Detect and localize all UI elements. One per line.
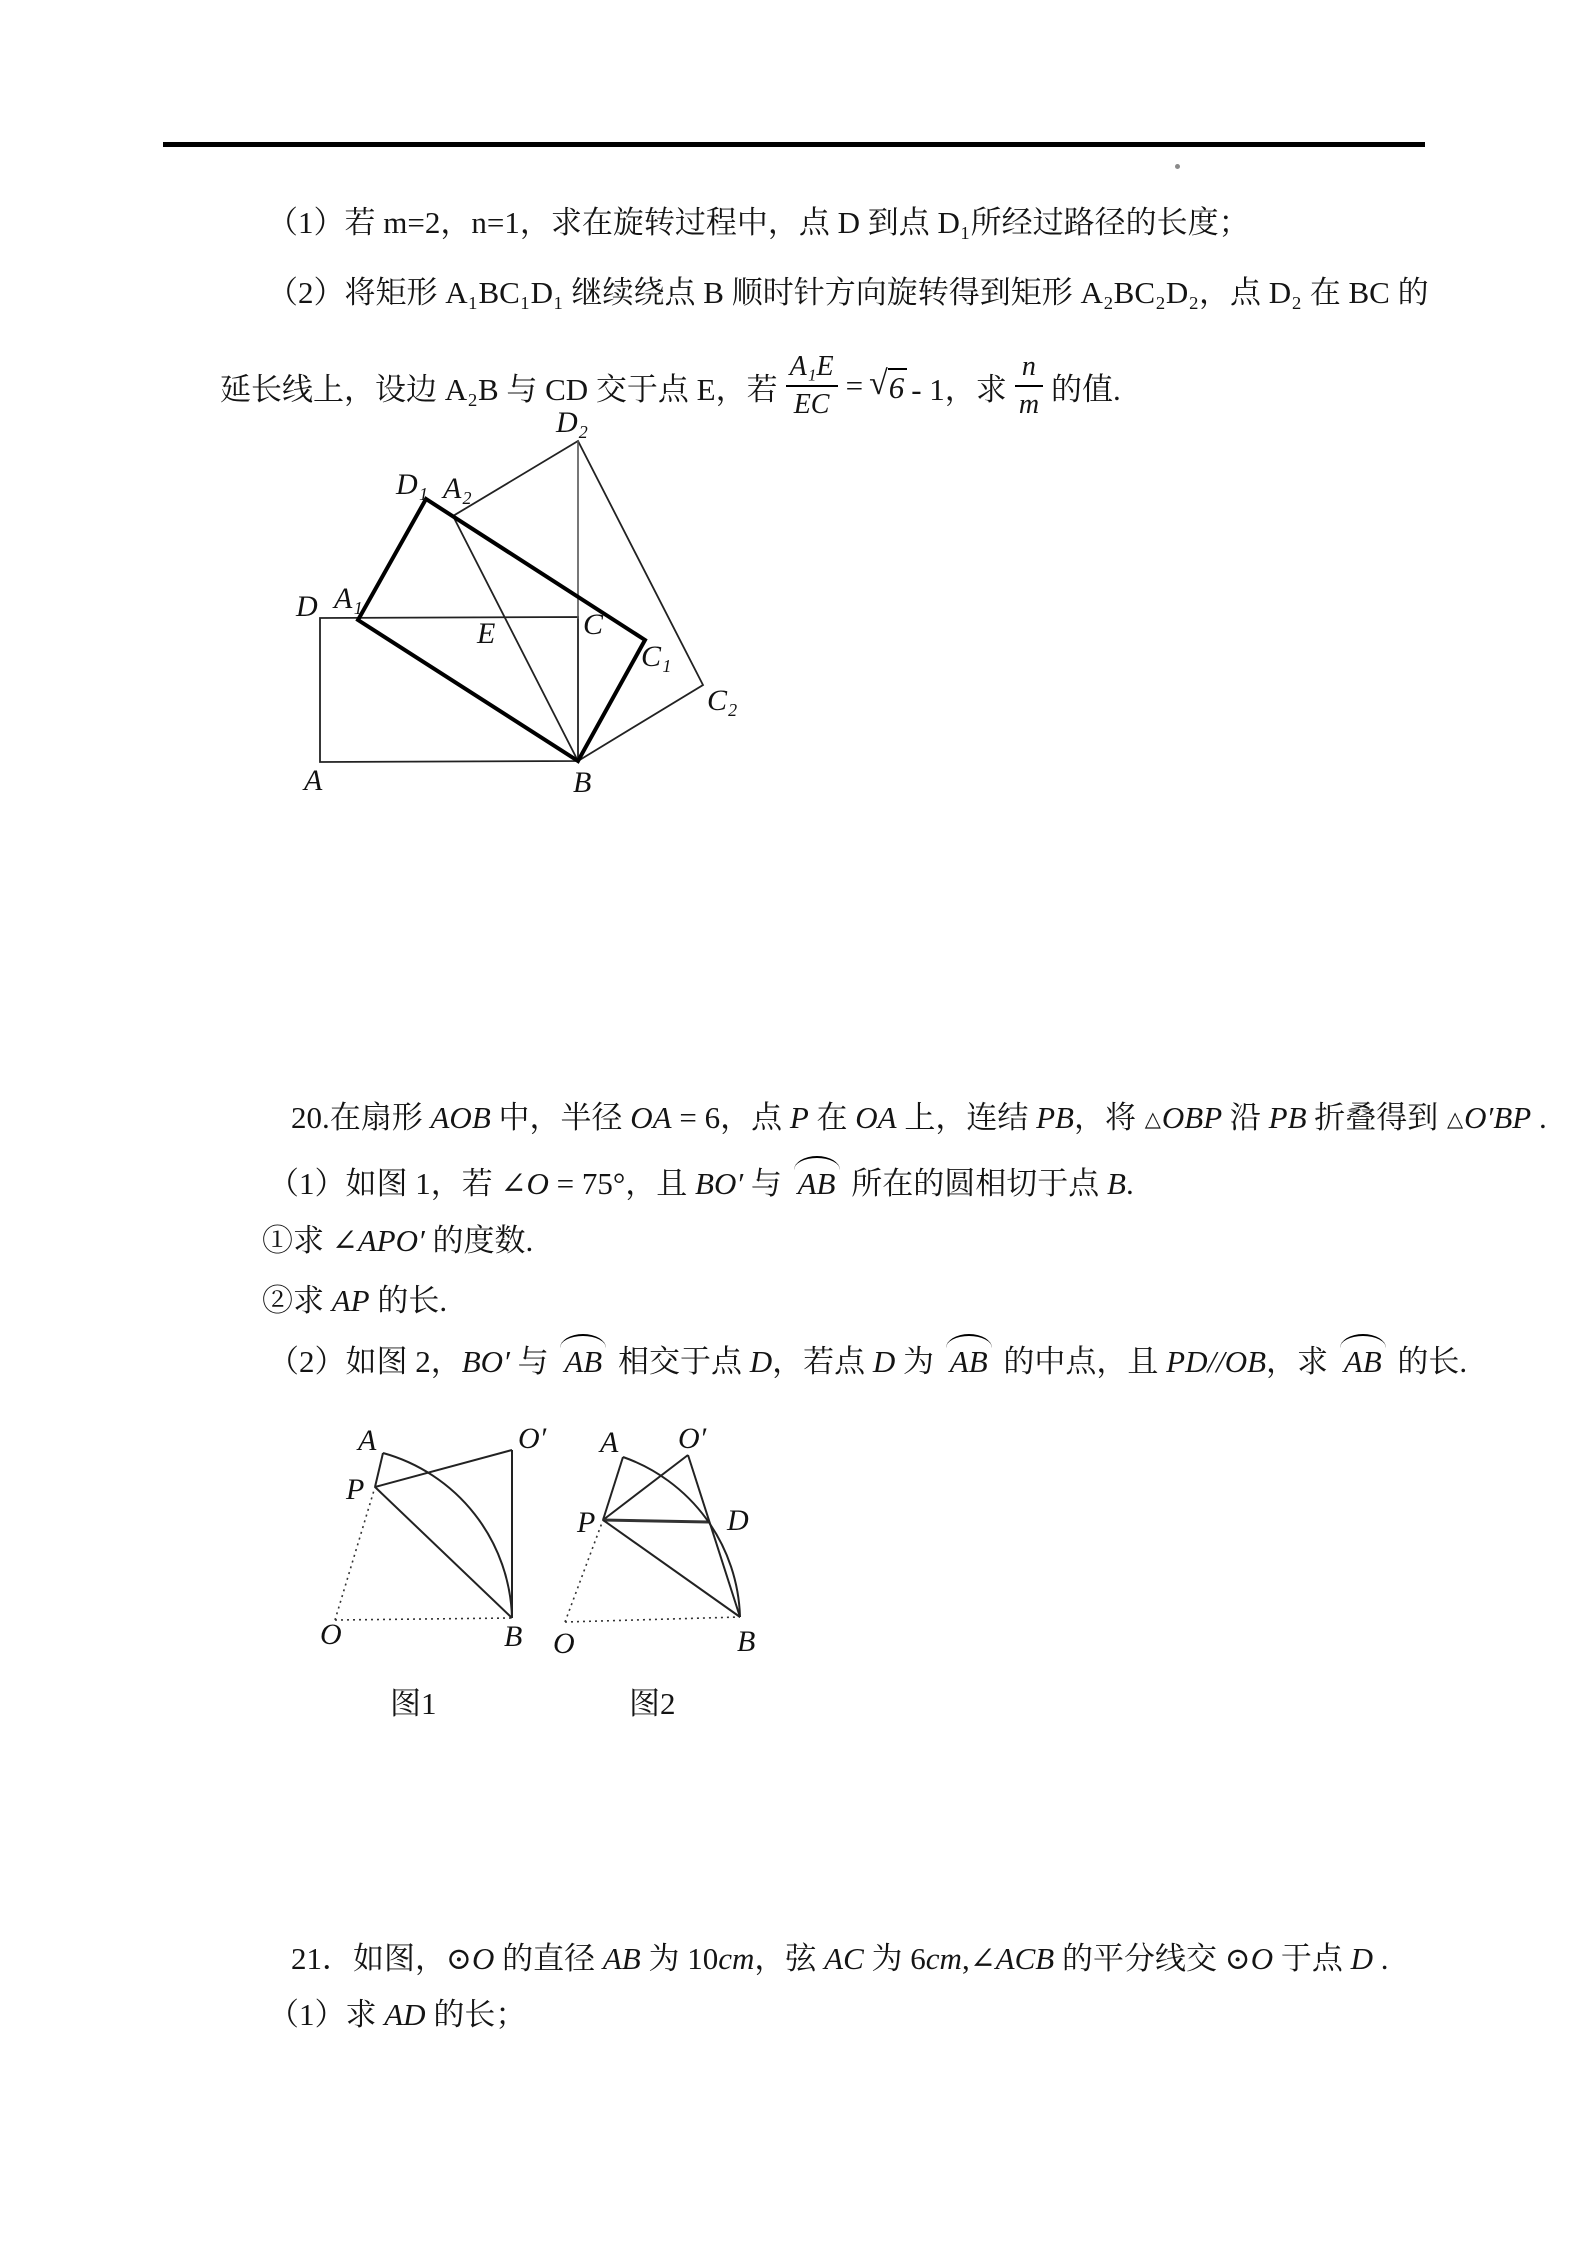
text-segment: 的值. [1051,371,1121,407]
text-segment: , [961,1941,970,1976]
label-E: E [477,617,496,650]
text-segment: AB [794,1164,840,1201]
segment-PA-1 [375,1453,383,1487]
text-segment: 6 [888,368,908,405]
text-segment: 所在的圆相切于点 [843,1166,1107,1201]
text-segment: A₁E [789,350,834,382]
text-segment: 21．如图，⊙ [291,1941,472,1976]
text-segment: m [1015,385,1043,421]
text-segment: O [471,1941,495,1976]
figure-1 [320,1422,547,1653]
header-rule [163,142,1425,147]
p20-sub-2 [262,1284,447,1318]
p19-rotation-figure [285,398,750,808]
text-segment: O [1250,1941,1274,1976]
text-segment: D [749,1344,773,1379]
text-segment: O′BP [1464,1100,1532,1135]
text-segment: （1）求 [268,1997,385,2032]
text-segment: AB [560,1342,606,1379]
label-D: D [296,590,318,623]
text-segment: B [1107,1166,1126,1201]
dotted-OB-2 [565,1617,740,1622]
text-segment: 的平分线交 ⊙ [1054,1941,1251,1976]
stray-dot [1175,164,1180,169]
text-segment: . [1125,1166,1134,1201]
text-segment: ，将 [1073,1100,1144,1135]
dotted-OP-1 [335,1487,375,1620]
text-segment: = 6，点 [671,1100,790,1135]
label-O-1: O [320,1618,342,1651]
text-segment: ①求 [262,1223,332,1258]
p20-sub-1 [262,1224,533,1258]
label-A: A [304,764,323,797]
text-segment: AB [946,1342,992,1379]
label-C1: C₁ [641,640,672,673]
text-segment: AOB [430,1100,491,1135]
text-segment: EC [786,385,838,421]
text-segment: P [789,1100,809,1135]
label-A1: A₁ [334,582,363,615]
figure-2 [553,1422,755,1660]
text-segment: BO′ [695,1166,744,1201]
text-segment: - 1，求 [911,371,1007,407]
label-P-2: P [577,1506,596,1539]
label-D-2: D [727,1504,749,1537]
label-C: C [583,608,604,641]
text-segment: AB [1340,1342,1386,1379]
text-segment: D [872,1344,896,1379]
text-segment: 的长； [425,1997,527,2032]
text-segment: √ [869,364,888,402]
text-segment: PB [1036,1100,1074,1135]
text-segment: △ [1144,1107,1161,1131]
p19-question-1 [267,206,1250,240]
text-segment: 的中点，且 [995,1344,1167,1379]
label-O-2: O [553,1627,575,1660]
p20-intro [291,1101,1547,1138]
text-segment: 为 6 [863,1941,926,1976]
text-segment: n [1021,350,1036,382]
label-Oprime-2: O′ [678,1422,707,1455]
text-segment: 与 [509,1344,557,1379]
segment-PO1-1 [375,1450,512,1487]
text-segment: 的长. [369,1283,448,1318]
label-D1: D₁ [396,468,429,501]
dotted-OB-1 [335,1618,512,1620]
figure-2-caption: 图2 [629,1686,676,1721]
text-segment: PD//OB [1166,1344,1267,1379]
segment-PD-2 [603,1520,708,1522]
label-B: B [573,766,592,799]
fraction [1015,351,1043,421]
text-segment: （1）若 m=2，n=1，求在旋转过程中，点 D 到点 D₁所经过路径的长度； [267,205,1250,240]
text-segment: 的长. [1389,1344,1468,1379]
label-B-1: B [504,1620,523,1653]
text-segment: ∠ACB [969,1941,1055,1976]
text-segment: = 75°，且 [548,1166,696,1201]
text-segment: AD [384,1997,426,2032]
text-segment: BO′ [461,1344,510,1379]
label-A-2: A [600,1426,619,1459]
segment-PA-2 [603,1457,623,1520]
p20-sector-figures [300,1422,775,1665]
arc-AB-2 [623,1457,740,1617]
text-segment: 为 [895,1344,942,1379]
text-segment: OA [855,1100,897,1135]
p19-question-2 [267,276,1429,310]
label-B-2: B [737,1625,756,1658]
p20-question-2 [268,1342,1467,1379]
p20-question-1 [268,1164,1134,1201]
text-segment: cm [925,1941,962,1976]
text-segment: PB [1268,1100,1307,1135]
text-segment: AP [331,1283,370,1318]
text-segment: 延长线上，设边 A₂B 与 CD 交于点 E，若 [220,371,778,407]
text-segment: 与 [743,1166,790,1201]
text-segment: = [845,368,864,403]
text-segment: ，求 [1266,1344,1336,1379]
fraction [786,351,838,421]
text-segment: ∠APO′ [331,1223,425,1258]
segment-PO1-2 [603,1455,688,1520]
text-segment: 20.在扇形 [291,1100,431,1135]
text-segment: OA [630,1100,672,1135]
text-segment: ，若点 [772,1344,873,1379]
text-segment: AB [602,1941,641,1976]
text-segment: . [1372,1941,1389,1976]
text-segment: cm [718,1941,755,1976]
text-segment: （2）将矩形 A₁BC₁D₁ 继续绕点 B 顺时针方向旋转得到矩形 A₂BC₂D₂，点 D₂ 在 BC 的 [267,275,1429,310]
radical [869,364,907,405]
arc-AB-1 [383,1453,512,1618]
text-segment: （1）如图 1，若 [268,1166,501,1201]
text-segment: 沿 [1222,1100,1269,1135]
text-segment: 为 10 [640,1941,719,1976]
label-P-1: P [346,1473,365,1506]
text-segment: 相交于点 [610,1344,750,1379]
label-A-1: A [358,1424,377,1457]
text-segment: ，弦 [754,1941,825,1976]
text-segment: OBP [1161,1100,1223,1135]
label-A2: A₂ [443,472,472,505]
p21-intro [291,1942,1388,1976]
segment-PB-1 [375,1487,512,1618]
text-segment: 的度数. [424,1223,534,1258]
segment-PB-2 [603,1520,740,1617]
label-Oprime-1: O′ [518,1422,547,1455]
text-segment: 于点 [1273,1941,1351,1976]
text-segment: 上，连结 [896,1100,1037,1135]
figure-1-caption: 图1 [390,1686,437,1721]
text-segment: 的直径 [494,1941,603,1976]
label-C2: C₂ [707,684,738,717]
p21-question-1 [268,1998,526,2032]
text-segment: . [1531,1100,1547,1135]
label-D2: D₂ [556,406,589,439]
text-segment: 折叠得到 [1306,1100,1447,1135]
text-segment: AC [824,1941,864,1976]
text-segment: （2）如图 2， [268,1344,462,1379]
text-segment: 在 [808,1100,856,1135]
text-segment: ∠O [500,1166,549,1201]
rect-ABCD [320,617,578,762]
text-segment: ②求 [262,1283,332,1318]
text-segment: D [1350,1941,1373,1976]
text-segment: 中，半径 [490,1100,631,1135]
text-segment: △ [1447,1107,1464,1131]
